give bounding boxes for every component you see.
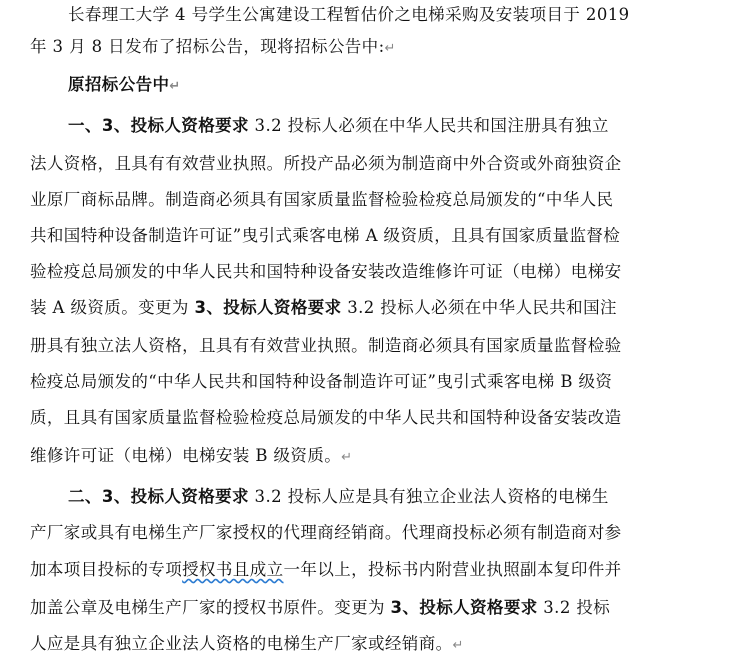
paragraph-mark-icon: ↵ [169,79,181,94]
paragraph-intro-line-2: 年 3 月 8 日发布了招标公告，现将招标公告中:↵ [30,37,396,56]
section-2-line-3: 加本项目投标的专项授权书且成立一年以上，投标书内附营业执照副本复印件并 [30,560,622,579]
grammar-flag: 授权书且成立 [182,560,284,579]
paragraph-mark-icon: ↵ [341,450,353,465]
paragraph-intro-line-1: 长春理工大学 4 号学生公寓建设工程暂估价之电梯采购及安装项目于 2019 [68,5,630,24]
section-2-line-1: 二、3、投标人资格要求 3.2 投标人应是具有独立企业法人资格的电梯生 [68,487,609,506]
section-1-line-10: 维修许可证（电梯）电梯安装 B 级资质。↵ [30,446,353,465]
section-1-line-2: 法人资格，且具有有效营业执照。所投产品必须为制造商中外合资或外商独资企 [30,154,622,173]
section-2-line-4: 加盖公章及电梯生产厂家的授权书原件。变更为 3、投标人资格要求 3.2 投标 [30,598,611,617]
section-2-line-2: 产厂家或具有电梯生产厂家授权的代理商经销商。代理商投标必须有制造商对参 [30,523,622,542]
bold-label: 3、投标人资格要求 [101,487,249,506]
section-1-line-8: 检疫总局颁发的“中华人民共和国特种设备制造许可证”曳引式乘客电梯 B 级资 [30,372,613,391]
section-1-line-9: 质，且具有国家质量监督检验检疫总局颁发的中华人民共和国特种设备安装改造 [30,408,622,427]
section-1-line-5: 验检疫总局颁发的中华人民共和国特种设备安装改造维修许可证（电梯）电梯安 [30,262,622,281]
section-heading: 原招标公告中↵ [68,75,181,94]
paragraph-mark-icon: ↵ [452,638,464,653]
section-1-line-6: 装 A 级资质。变更为 3、投标人资格要求 3.2 投标人必须在中华人民共和国注 [30,298,617,317]
section-1-line-1: 一、3、投标人资格要求 3.2 投标人必须在中华人民共和国注册具有独立 [68,116,609,135]
section-1-line-3: 业原厂商标品牌。制造商必须具有国家质量监督检验检疫总局颁发的“中华人民 [30,190,614,209]
section-1-line-7: 册具有独立法人资格，且具有有效营业执照。制造商必须具有国家质量监督检验 [30,336,622,355]
bold-label: 3、投标人资格要求 [390,598,538,617]
bold-label: 3、投标人资格要求 [101,116,249,135]
paragraph-mark-icon: ↵ [384,41,396,56]
bold-label: 3、投标人资格要求 [194,298,342,317]
section-1-line-4: 共和国特种设备制造许可证”曳引式乘客电梯 A 级资质，且具有国家质量监督检 [30,226,621,245]
section-2-line-5: 人应是具有独立企业法人资格的电梯生产厂家或经销商。↵ [30,634,464,653]
